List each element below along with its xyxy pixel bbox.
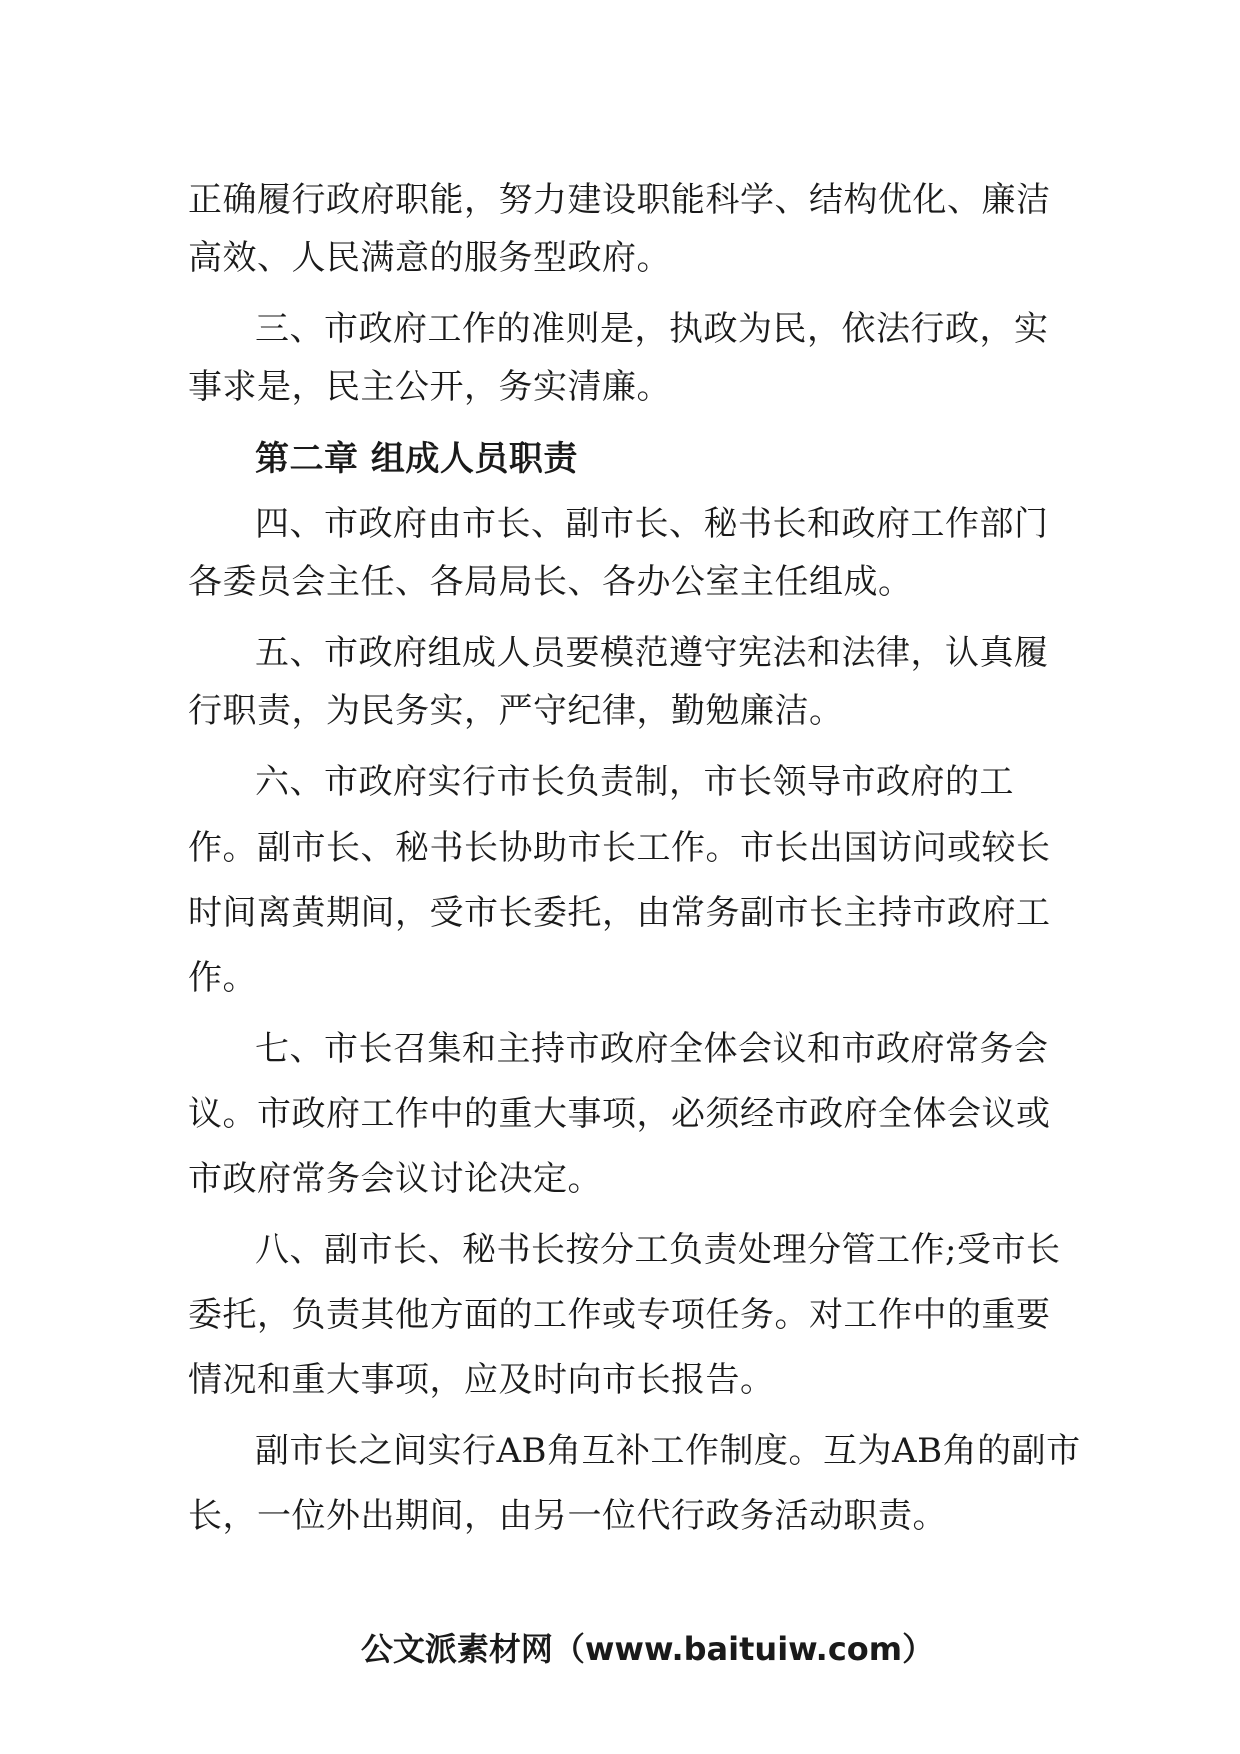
text-line: 议。市政府工作中的重大事项，必须经市政府全体会议或 <box>188 1094 1051 1134</box>
chapter-heading: 第二章 组成人员职责 <box>255 439 578 479</box>
text-line: 作。副市长、秘书长协助市长工作。市长出国访问或较长 <box>188 828 1051 868</box>
text-line: 情况和重大事项，应及时向市长报告。 <box>188 1360 775 1400</box>
text-line: 事求是，民主公开，务实清廉。 <box>188 367 671 407</box>
text-line: 作。 <box>188 958 257 998</box>
paragraph-4-line: 四、市政府由市长、副市长、秘书长和政府工作部门 <box>255 504 1049 544</box>
text-line: 高效、人民满意的服务型政府。 <box>188 238 671 278</box>
paragraph-3-line: 三、市政府工作的准则是，执政为民，依法行政，实 <box>255 309 1049 349</box>
text-line: 各委员会主任、各局局长、各办公室主任组成。 <box>188 562 913 602</box>
text-line: 行职责，为民务实，严守纪律，勤勉廉洁。 <box>188 691 844 731</box>
text-line: 正确履行政府职能，努力建设职能科学、结构优化、廉洁 <box>188 180 1051 220</box>
text-line: 时间离黄期间，受市长委托，由常务副市长主持市政府工 <box>188 893 1051 933</box>
paragraph-8-line: 八、副市长、秘书长按分工负责处理分管工作;受市长 <box>255 1230 1061 1270</box>
paragraph-ab-line: 副市长之间实行AB角互补工作制度。互为AB角的副市 <box>255 1431 1081 1471</box>
text-line: 长，一位外出期间，由另一位代行政务活动职责。 <box>188 1496 947 1536</box>
text-line: 市政府常务会议讨论决定。 <box>188 1159 602 1199</box>
paragraph-7-line: 七、市长召集和主持市政府全体会议和市政府常务会 <box>255 1029 1049 1069</box>
paragraph-6-line: 六、市政府实行市长负责制，市长领导市政府的工 <box>255 762 1014 802</box>
text-line: 委托，负责其他方面的工作或专项任务。对工作中的重要 <box>188 1295 1051 1335</box>
footer-watermark: 公文派素材网（www.baituiw.com） <box>360 1630 935 1668</box>
paragraph-5-line: 五、市政府组成人员要模范遵守宪法和法律，认真履 <box>255 633 1049 673</box>
